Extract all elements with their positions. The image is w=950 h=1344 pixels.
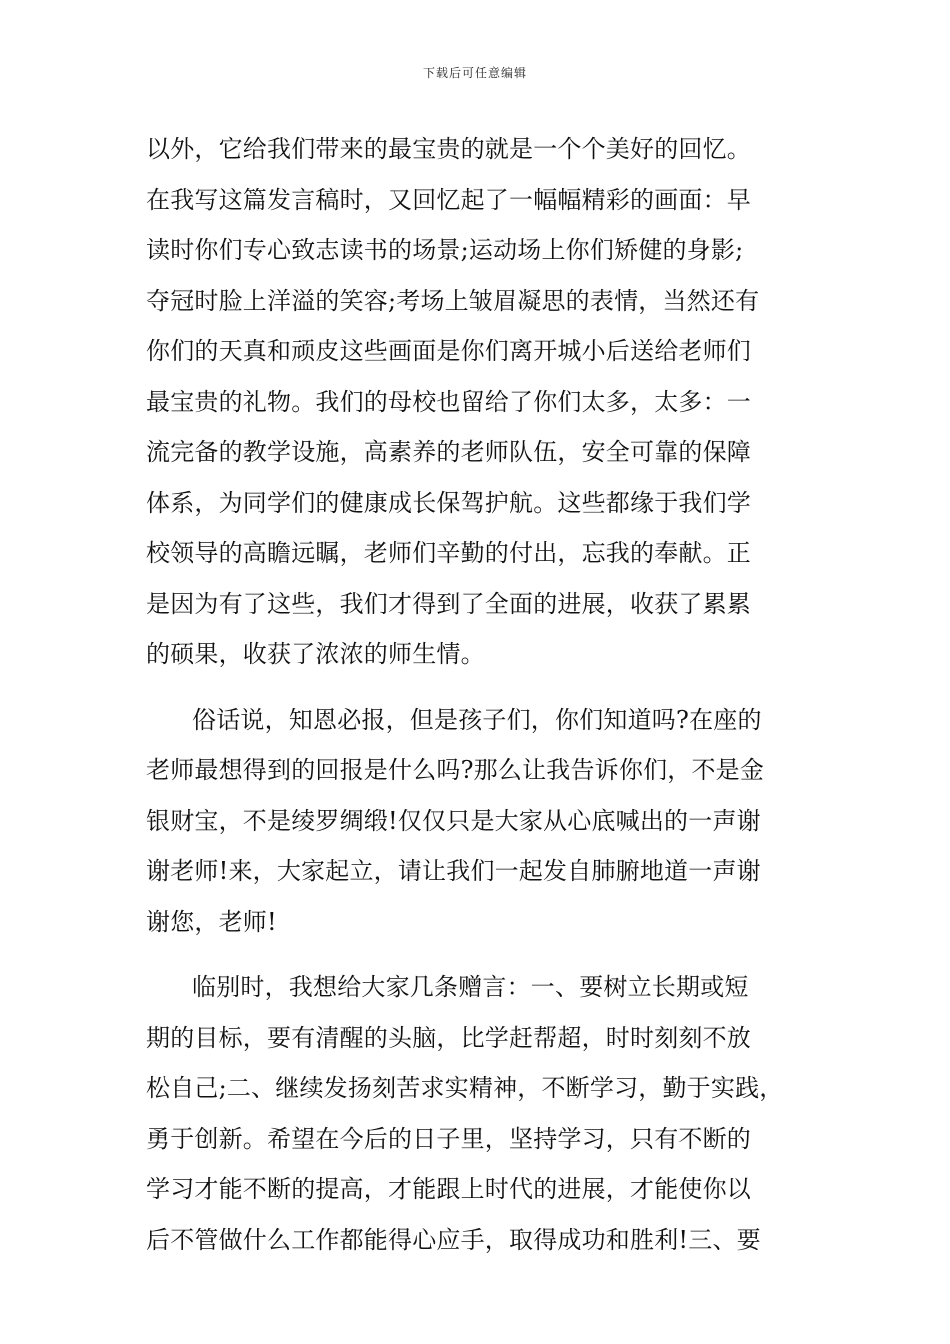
text-line: 你们的天真和顽皮这些画面是你们离开城小后送给老师们 [146, 337, 751, 365]
paragraph-1 [146, 124, 806, 680]
paragraph-spacing [146, 680, 806, 695]
text-line: 校领导的高瞻远瞩，老师们辛勤的付出，忘我的奉献。正 [146, 539, 751, 567]
text-line: 是因为有了这些，我们才得到了全面的进展，收获了累累 [146, 589, 751, 618]
text-line: 夺冠时脸上洋溢的笑容;考场上皱眉凝思的表情，当然还有 [146, 286, 760, 315]
text-line: 勇于创新。希望在今后的日子里，坚持学习，只有不断的 [146, 1124, 751, 1153]
text-line: 老师最想得到的回报是什么吗?那么让我告诉你们，不是金 [146, 756, 765, 784]
text-line: 银财宝，不是绫罗绸缎!仅仅只是大家从心底喊出的一声谢 [146, 806, 761, 835]
text-line: 期的目标，要有清醒的头脑，比学赶帮超，时时刻刻不放 [146, 1023, 751, 1052]
document-body [146, 124, 806, 1265]
text-line: 体系，为同学们的健康成长保驾护航。这些都缘于我们学 [146, 488, 751, 517]
text-line: 俗话说，知恩必报，但是孩子们，你们知道吗?在座的 [192, 705, 762, 734]
text-line: 谢老师!来，大家起立，请让我们一起发自肺腑地道一声谢 [146, 857, 761, 885]
text-line: 最宝贵的礼物。我们的母校也留给了你们太多，太多：一 [146, 387, 751, 416]
text-line: 以外，它给我们带来的最宝贵的就是一个个美好的回忆。 [146, 135, 751, 163]
paragraph-2 [146, 695, 806, 948]
text-line: 在我写这篇发言稿时，又回忆起了一幅幅精彩的画面：早 [146, 185, 751, 214]
text-line: 读时你们专心致志读书的场景;运动场上你们矫健的身影; [146, 236, 744, 264]
text-line: 流完备的教学设施，高素养的老师队伍，安全可靠的保障 [146, 438, 751, 466]
text-line: 的硕果，收获了浓浓的师生情。 [146, 640, 485, 668]
paragraph-spacing [146, 947, 806, 962]
text-line: 临别时，我想给大家几条赠言：一、要树立长期或短 [192, 973, 749, 1001]
text-line: 后不管做什么工作都能得心应手，取得成功和胜利!三、要 [146, 1225, 761, 1254]
header-note: 下载后可任意编辑 [422, 66, 527, 80]
text-line: 松自己;二、继续发扬刻苦求实精神，不断学习，勤于实践， [146, 1074, 784, 1102]
text-line: 谢您，老师! [146, 907, 277, 936]
text-line: 学习才能不断的提高，才能跟上时代的进展，才能使你以 [146, 1175, 751, 1203]
paragraph-3 [146, 962, 806, 1265]
